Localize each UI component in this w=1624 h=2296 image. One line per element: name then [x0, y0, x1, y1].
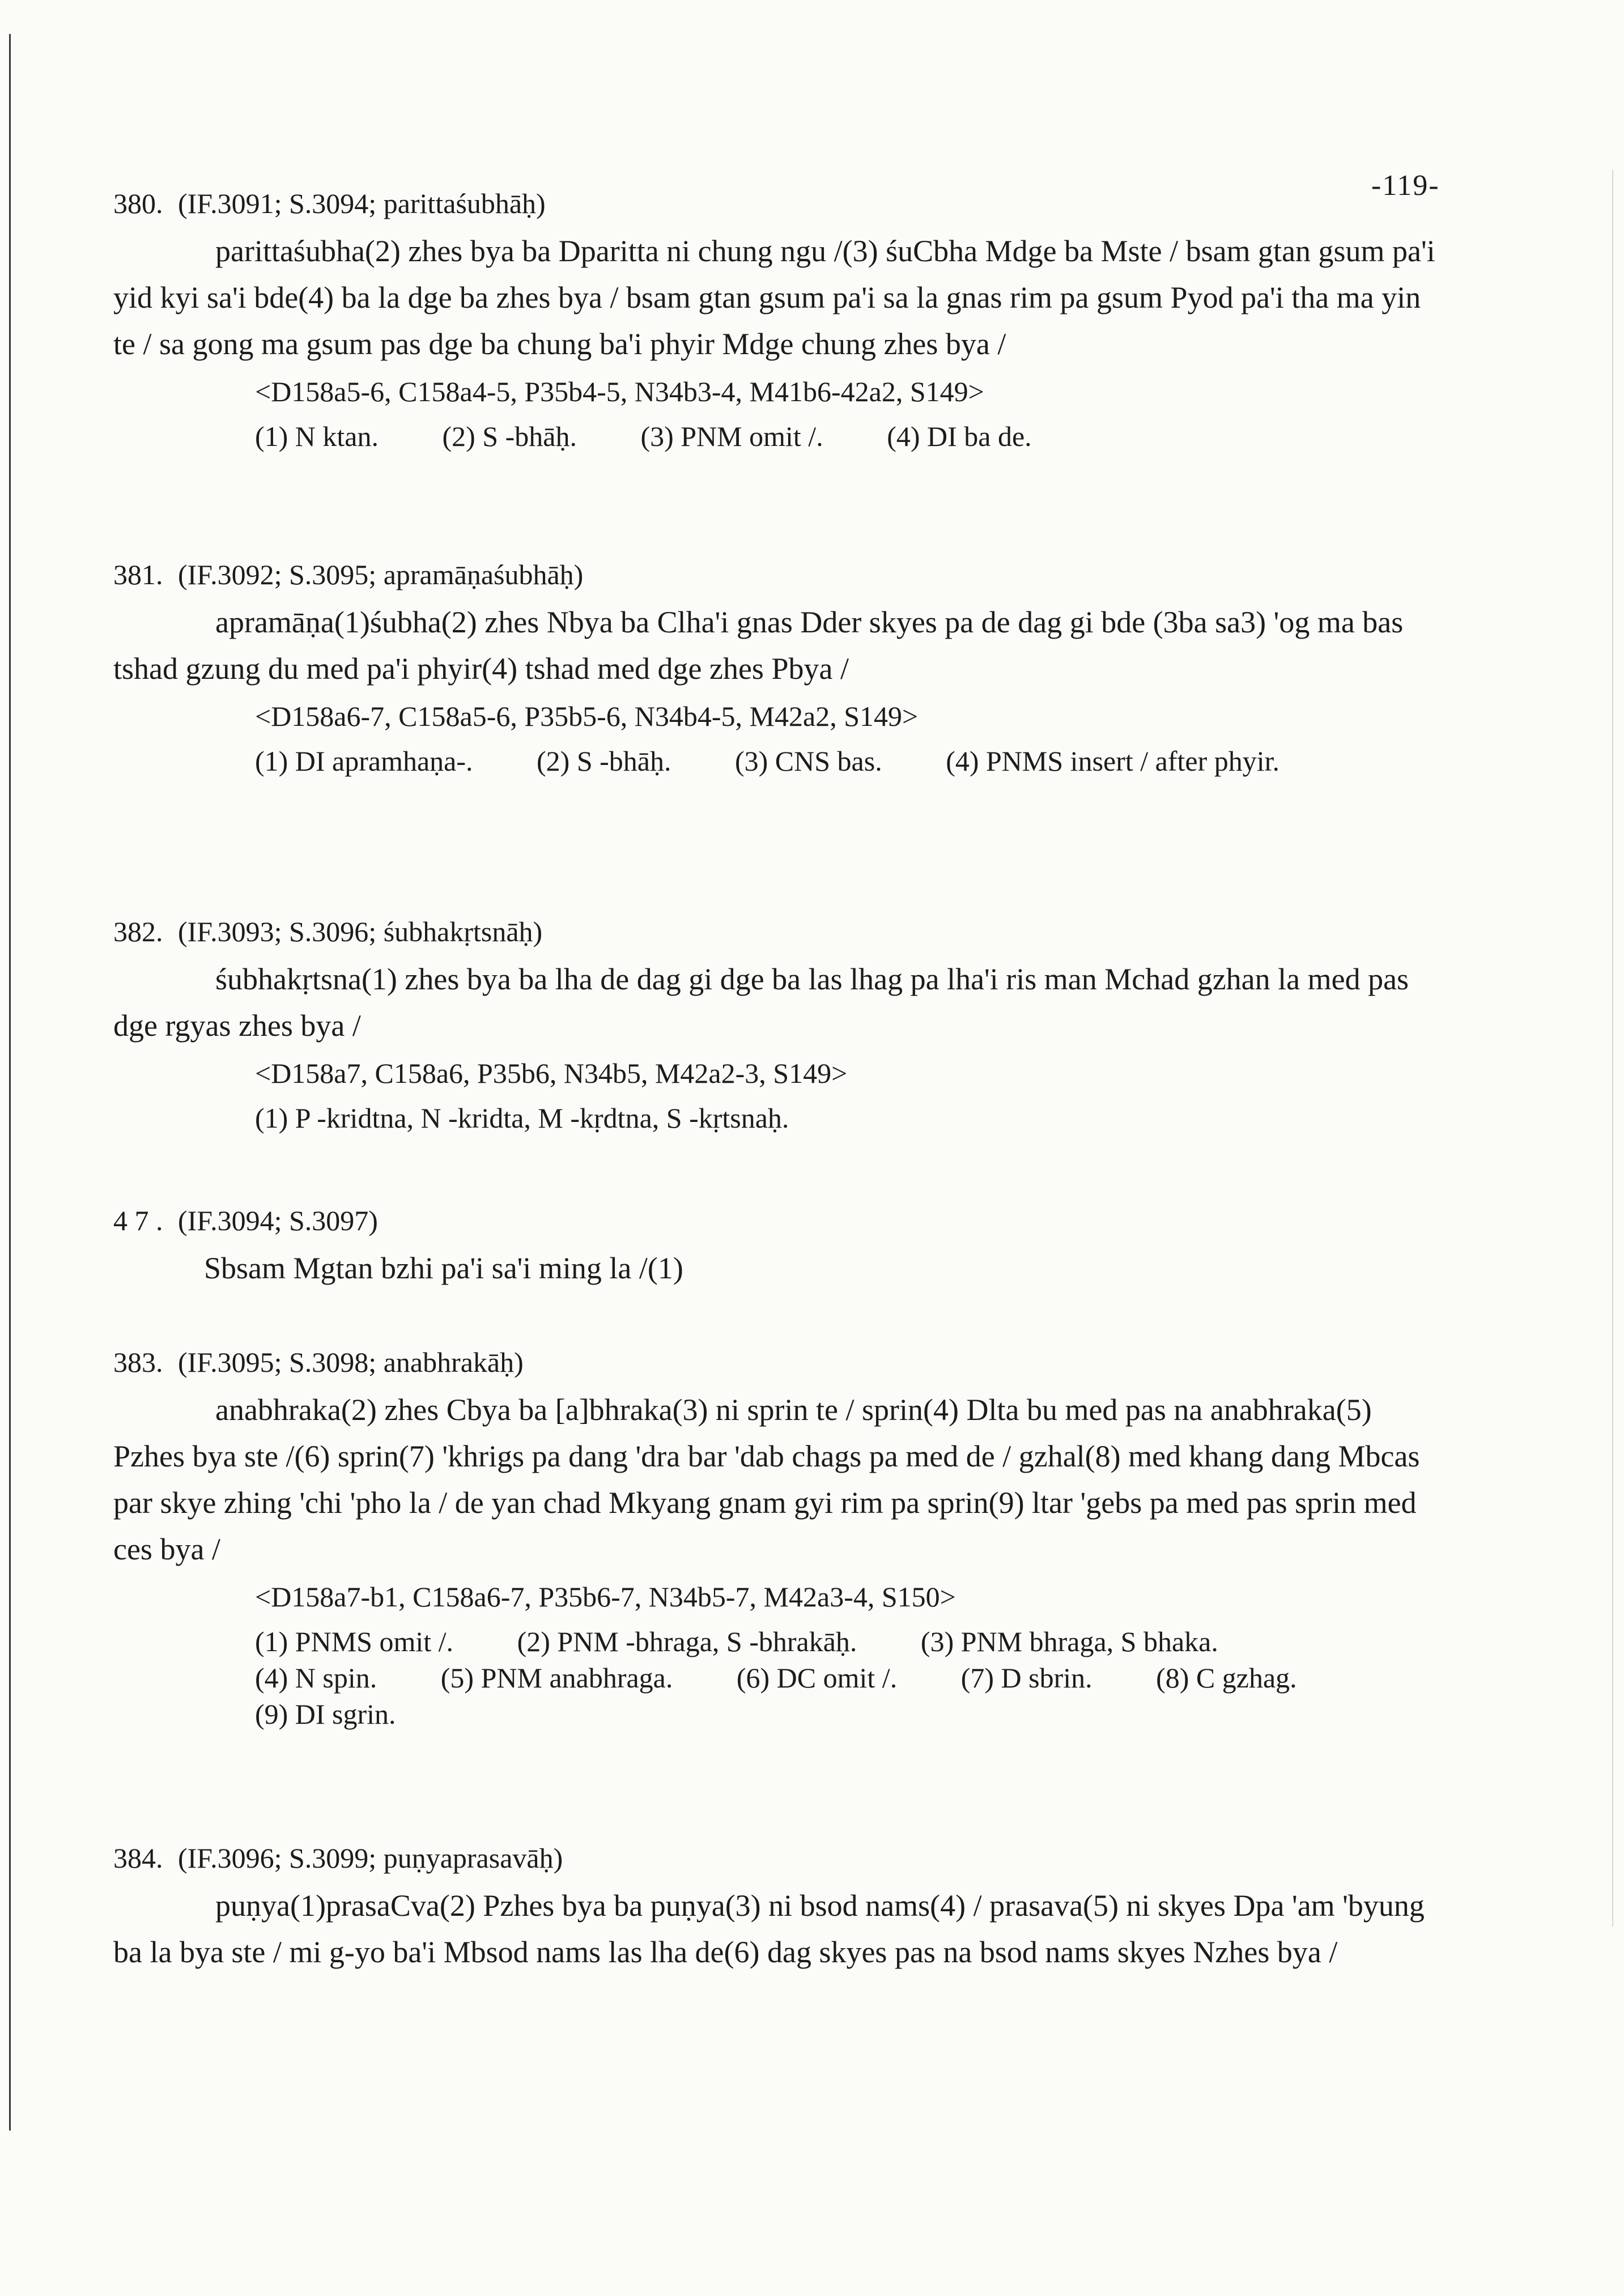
left-margin-rule: [9, 34, 11, 2131]
note: (2) S -bhāḥ.: [442, 420, 577, 452]
note: (1) DI apramhaṇa-.: [255, 745, 473, 777]
entry-47: [113, 1204, 1439, 1291]
entry-383: [113, 1346, 1439, 1732]
entry-number: 380.: [113, 188, 163, 219]
entry-header: [113, 187, 1439, 220]
entry-header: [113, 1842, 1439, 1874]
entry-header: [113, 1204, 1439, 1237]
entry-body-text: parittaśubha(2) zhes bya ba Dparitta ni chung ngu /(3) śuCbha Mdge ba Mste / bsam gtan gsum pa'i yid kyi sa'i bde(4) ba la dge ba zhes bya / bsam gtan gsum pa'i sa la gnas rim pa gsum Pyod pa'i tha ma yin te / sa gong ma gsum pas dge ba chung ba'i phyir Mdge chung zhes bya /: [113, 234, 1435, 361]
entry-body: [113, 1882, 1439, 1975]
entry-body-text: apramāṇa(1)śubha(2) zhes Nbya ba Clha'i gnas Dder skyes pa de dag gi bde (3ba sa3) 'og ma bas tshad gzung du med pa'i phyir(4) tshad med dge zhes Pbya /: [113, 605, 1404, 686]
note: (1) PNMS omit /.: [255, 1626, 454, 1657]
entry-header: [113, 915, 1439, 948]
note: (4) N spin.: [255, 1662, 377, 1694]
entry-header-text: (IF.3096; S.3099; puṇyaprasavāḥ): [178, 1842, 563, 1874]
note: (9) DI sgrin.: [255, 1698, 396, 1730]
entry-references: <D158a7, C158a6, P35b6, N34b5, M42a2-3, S149>: [255, 1057, 848, 1089]
entry-number: 384.: [113, 1842, 163, 1874]
entry-body: [113, 1245, 1439, 1291]
note: (3) PNM omit /.: [640, 420, 823, 452]
note: (1) P -kridtna, N -kridta, M -kṛdtna, S -kṛtsnaḥ.: [255, 1102, 789, 1134]
entry-references: <D158a6-7, C158a5-6, P35b5-6, N34b4-5, M42a2, S149>: [255, 700, 919, 732]
entry-notes: [255, 743, 1439, 779]
note: (3) PNM bhraga, S bhaka.: [920, 1626, 1218, 1657]
entry-number: 381.: [113, 559, 163, 590]
entry-body: [113, 599, 1439, 692]
entry-number: 382.: [113, 916, 163, 947]
entry-382: [113, 915, 1439, 1136]
entry-header-text: (IF.3091; S.3094; parittaśubhāḥ): [178, 188, 546, 219]
note: (7) D sbrin.: [960, 1662, 1092, 1694]
entry-notes: [255, 1100, 1439, 1136]
entry-381: [113, 558, 1439, 779]
entry-380: [113, 187, 1439, 454]
note: (3) CNS bas.: [734, 745, 882, 777]
note: (2) S -bhāḥ.: [537, 745, 671, 777]
entry-body-text: Sbsam Mgtan bzhi pa'i sa'i ming la /(1): [204, 1251, 683, 1285]
note: (5) PNM anabhraga.: [440, 1662, 673, 1694]
entry-header: [113, 558, 1439, 591]
note: (8) C gzhag.: [1156, 1662, 1297, 1694]
entry-number: 383.: [113, 1346, 163, 1378]
note: (2) PNM -bhraga, S -bhrakāḥ.: [517, 1626, 857, 1657]
entry-body-text: puṇya(1)prasaCva(2) Pzhes bya ba puṇya(3) ni bsod nams(4) / prasava(5) ni skyes Dpa 'am 'byung ba la bya ste / mi g-yo ba'i Mbsod nams las lha de(6) dag skyes pas na bsod nams skyes Nzhes bya /: [113, 1889, 1425, 1969]
entry-references: <D158a7-b1, C158a6-7, P35b6-7, N34b5-7, M42a3-4, S150>: [255, 1581, 956, 1613]
page-number: -119-: [1371, 169, 1440, 202]
note: (6) DC omit /.: [736, 1662, 898, 1694]
entry-body: [113, 956, 1439, 1049]
note: (4) DI ba de.: [887, 420, 1032, 452]
entry-header-text: (IF.3093; S.3096; śubhakṛtsnāḥ): [178, 916, 543, 947]
note: (1) N ktan.: [255, 420, 379, 452]
entry-header-text: (IF.3095; S.3098; anabhrakāḥ): [178, 1346, 524, 1378]
entry-notes: [255, 1623, 1439, 1732]
right-margin-rule: [1612, 170, 1613, 1927]
entry-body: [113, 228, 1439, 367]
entry-header-text: (IF.3092; S.3095; apramāṇaśubhāḥ): [178, 559, 584, 590]
entry-384: [113, 1842, 1439, 1975]
entry-header: [113, 1346, 1439, 1379]
entry-body-text: anabhraka(2) zhes Cbya ba [a]bhraka(3) ni sprin te / sprin(4) Dlta bu med pas na anabhraka(5) Pzhes bya ste /(6) sprin(7) 'khrigs pa dang 'dra bar 'dab chags pa med de / gzhal(8) med khang dang Mbcas par skye zhing 'chi 'pho la / de yan chad Mkyang gnam gyi rim pa sprin(9) ltar 'gebs pa med pas sprin med ces bya /: [113, 1393, 1420, 1566]
entry-notes: [255, 418, 1439, 454]
entry-header-text: (IF.3094; S.3097): [178, 1205, 378, 1236]
entry-body: [113, 1387, 1439, 1572]
entry-number: 4 7 .: [113, 1205, 163, 1236]
note: (4) PNMS insert / after phyir.: [946, 745, 1280, 777]
entry-body-text: śubhakṛtsna(1) zhes bya ba lha de dag gi dge ba las lhag pa lha'i ris man Mchad gzhan la med pas dge rgyas zhes bya /: [113, 962, 1409, 1043]
entry-references: <D158a5-6, C158a4-5, P35b4-5, N34b3-4, M41b6-42a2, S149>: [255, 376, 984, 407]
